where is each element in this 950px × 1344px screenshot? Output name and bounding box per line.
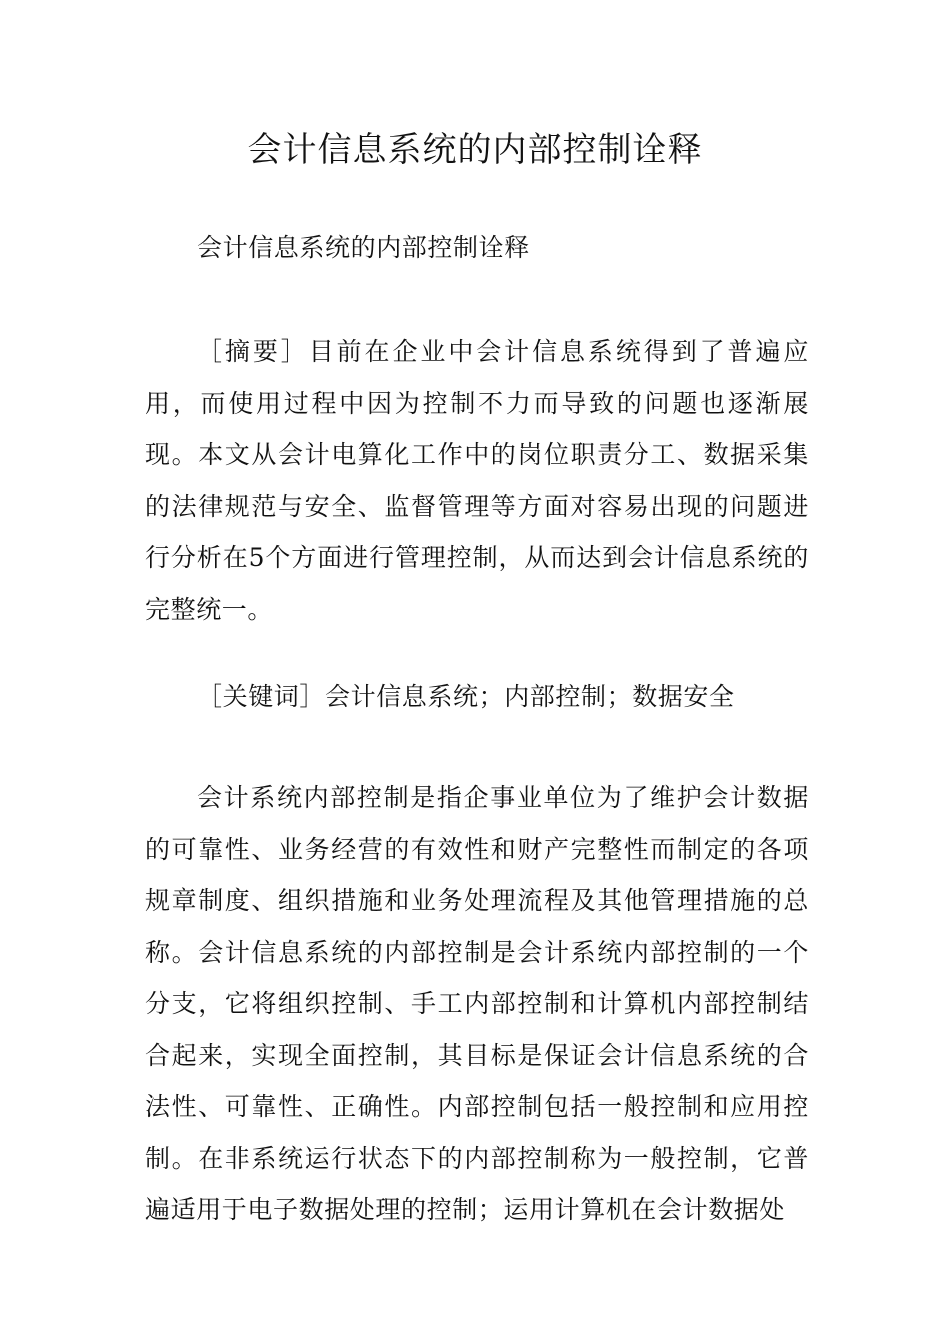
keywords-paragraph: ［关键词］会计信息系统；内部控制；数据安全 xyxy=(197,682,735,711)
document-subtitle: 会计信息系统的内部控制诠释 xyxy=(197,233,530,262)
document-title: 会计信息系统的内部控制诠释 xyxy=(247,130,703,170)
abstract-paragraph: ［摘要］目前在企业中会计信息系统得到了普遍应用，而使用过程中因为控制不力而导致的问题也逐渐展现。本文从会计电算化工作中的岗位职责分工、数据采集的法律规范与安全、监督管理等方面对容易出现的问题进行分析在5个方面进行管理控制，从而达到会计信息系统的完整统一。 xyxy=(145,337,809,624)
body-paragraph: 会计系统内部控制是指企事业单位为了维护会计数据的可靠性、业务经营的有效性和财产完整性而制定的各项规章制度、组织措施和业务处理流程及其他管理措施的总称。会计信息系统的内部控制是会计系统内部控制的一个分支，它将组织控制、手工内部控制和计算机内部控制结合起来，实现全面控制，其目标是保证会计信息系统的合法性、可靠性、正确性。内部控制包括一般控制和应用控制。在非系统运行状态下的内部控制称为一般控制，它普遍适用于电子数据处理的控制；运用计算机在会计数据处 xyxy=(145,783,809,1224)
